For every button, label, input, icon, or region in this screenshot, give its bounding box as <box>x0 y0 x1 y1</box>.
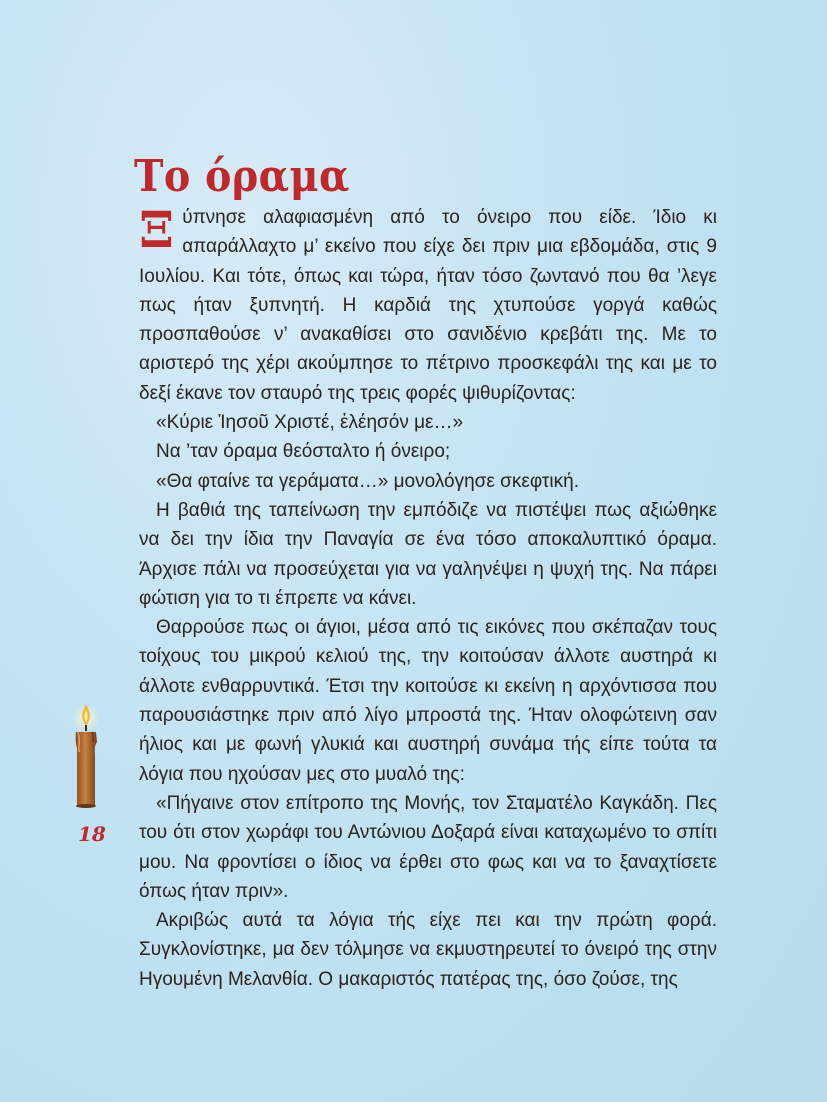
paragraph-4: «Θα φταίνε τα γεράματα…» μονολόγησε σκεφτική. <box>156 470 579 492</box>
body-text <box>139 200 717 994</box>
paragraph-8: Ακριβώς αυτά τα λόγια τής είχε πει και την πρώτη φορά. Συγκλονίστηκε, μα δεν τόλμησε να εκμυστηρευτεί το όνειρό της στην Ηγουμένη Μελανθία. Ο μακαριστός πατέρας της, όσο ζούσε, της <box>139 910 717 990</box>
candle-icon <box>64 702 114 812</box>
page-title: Το όραμα <box>134 151 350 203</box>
paragraph-3: Να ’ταν όραμα θεόσταλτο ή όνειρο; <box>156 441 451 463</box>
paragraph-1 <box>139 200 717 408</box>
page-number: 18 <box>78 822 106 846</box>
paragraph-5: Η βαθιά της ταπείνωση την εμπόδιζε να πιστέψει πως αξιώθηκε να δει την ίδια την Παναγία σε ένα τόσο αποκαλυπτικό όραμα. Άρχισε πάλι να προσεύχεται για να γαληνέψει η ψυχή της. Να πάρει φώτιση για το τι έπρεπε να κάνει. <box>139 499 717 609</box>
paragraph-6: Θαρρούσε πως οι άγιοι, μέσα από τις εικόνες που σκέπαζαν τους τοίχους του μικρού κελιού της, την κοιτούσαν άλλοτε αυστηρά κι άλλοτε ενθαρρυντικά. Έτσι την κοιτούσε κι εκείνη η αρχόντισσα που παρουσιάστηκε πριν από λίγο μπροστά της. Ήταν ολοφώτεινη σαν ήλιος και με φωνή γλυκιά και αυστηρή συνάμα τής είπε τούτα τα λόγια που ηχούσαν μες στο μυαλό της: <box>139 617 717 785</box>
paragraph-7: «Πήγαινε στον επίτροπο της Μονής, τον Σταματέλο Καγκάδη. Πες του ότι στον χωράφι του Αντώνιου Δοξαρά είναι καταχωμένο το σπίτι μου. Να φροντίσει ο ίδιος να έρθει στο φως και να το ξαναχτίσετε όπως ήταν πριν». <box>139 792 717 902</box>
paragraph-2: «Κύριε Ἰησοῦ Χριστέ, ἐλέησόν με…» <box>156 412 464 434</box>
drop-cap: Ξ <box>139 200 175 259</box>
paragraph-1-text: ύπνησε αλαφιασμένη από το όνειρο που είδε. Ίδιο κι απαράλλαχτο μ’ εκείνο που είχε δει πριν μια εβδομάδα, στις 9 Ιουλίου. Και τότε, όπως και τώρα, ήταν τόσο ζωντανό που θα ’λεγε πως ήταν ξυπνητή. Η καρδιά της χτυπούσε γοργά καθώς προσπαθούσε ν’ ανακαθίσει στο σανιδένιο κρεβάτι της. Με το αριστερό της χέρι ακούμπησε το πέτρινο προσκεφάλι της και με το δεξί έκανε τον σταυρό της τρεις φορές ψιθυρίζοντας: <box>139 207 717 404</box>
